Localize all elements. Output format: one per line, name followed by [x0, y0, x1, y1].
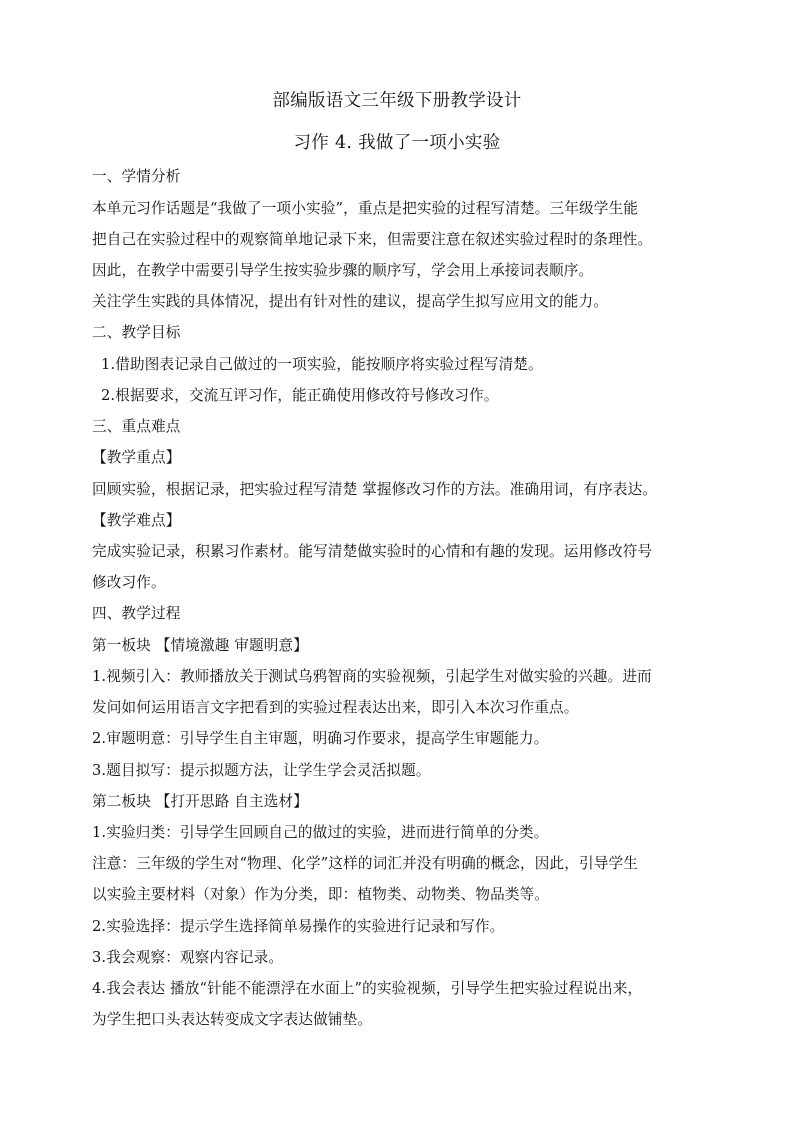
- list-item: 1.借助图表记录自己做过的一项实验，能按顺序将实验过程写清楚。: [101, 356, 543, 373]
- subsection-heading: 【教学难点】: [92, 512, 181, 529]
- paragraph-line: 注意：三年级的学生对“物理、化学”这样的词汇并没有明确的概念，因此，引导学生: [92, 855, 638, 872]
- section-heading: 三、重点难点: [92, 418, 181, 435]
- paragraph-line: 本单元习作话题是“我做了一项小实验”，重点是把实验的过程写清楚。三年级学生能: [92, 200, 638, 217]
- paragraph-line: 1.视频引入：教师播放关于测试乌鸦智商的实验视频，引起学生对做实验的兴趣。进而: [92, 668, 652, 685]
- block-heading: 第一板块 【情境激趣 审题明意】: [92, 637, 308, 654]
- paragraph-line: 关注学生实践的具体情况，提出有针对性的建议，提高学生拟写应用文的能力。: [92, 293, 609, 310]
- paragraph-line: 1.实验归类：引导学生回顾自己的做过的实验，进而进行简单的分类。: [92, 824, 549, 841]
- section-heading: 一、学情分析: [92, 168, 181, 185]
- paragraph-line: 回顾实验，根据记录，把实验过程写清楚 掌握修改习作的方法。准确用词，有序表达。: [92, 481, 658, 498]
- section-heading: 二、教学目标: [92, 324, 181, 341]
- paragraph-line: 把自己在实验过程中的观察简单地记录下来，但需要注意在叙述实验过程时的条理性。: [92, 231, 653, 248]
- paragraph-line: 2.审题明意：引导学生自主审题，明确习作要求，提高学生审题能力。: [92, 730, 549, 747]
- subsection-heading: 【教学重点】: [92, 449, 181, 466]
- document-subtitle: 习作 4. 我做了一项小实验: [293, 133, 501, 153]
- paragraph-line: 2.实验选择：提示学生选择简单易操作的实验进行记录和写作。: [92, 918, 505, 935]
- list-item: 2.根据要求，交流互评习作，能正确使用修改符号修改习作。: [101, 387, 499, 404]
- paragraph-line: 3.我会观察：观察内容记录。: [92, 949, 284, 966]
- paragraph-line: 为学生把口头表达转变成文字表达做铺垫。: [92, 1011, 373, 1028]
- paragraph-line: 4.我会表达 播放“针能不能漂浮在水面上”的实验视频，引导学生把实验过程说出来，: [92, 980, 643, 997]
- paragraph-line: 修改习作。: [92, 574, 166, 591]
- block-heading: 第二板块 【打开思路 自主选材】: [92, 793, 308, 810]
- document-title: 部编版语文三年级下册教学设计: [272, 91, 522, 111]
- paragraph-line: 发问如何运用语言文字把看到的实验过程表达出来，即引入本次习作重点。: [92, 699, 579, 716]
- paragraph-line: 3.题目拟写：提示拟题方法，让学生学会灵活拟题。: [92, 762, 431, 779]
- paragraph-line: 因此，在教学中需要引导学生按实验步骤的顺序写，学会用上承接词表顺序。: [92, 262, 594, 279]
- paragraph-line: 完成实验记录，积累习作素材。能写清楚做实验时的心情和有趣的发现。运用修改符号: [92, 543, 653, 560]
- section-heading: 四、教学过程: [92, 605, 181, 622]
- paragraph-line: 以实验主要材料（对象）作为分类，即：植物类、动物类、物品类等。: [92, 886, 550, 903]
